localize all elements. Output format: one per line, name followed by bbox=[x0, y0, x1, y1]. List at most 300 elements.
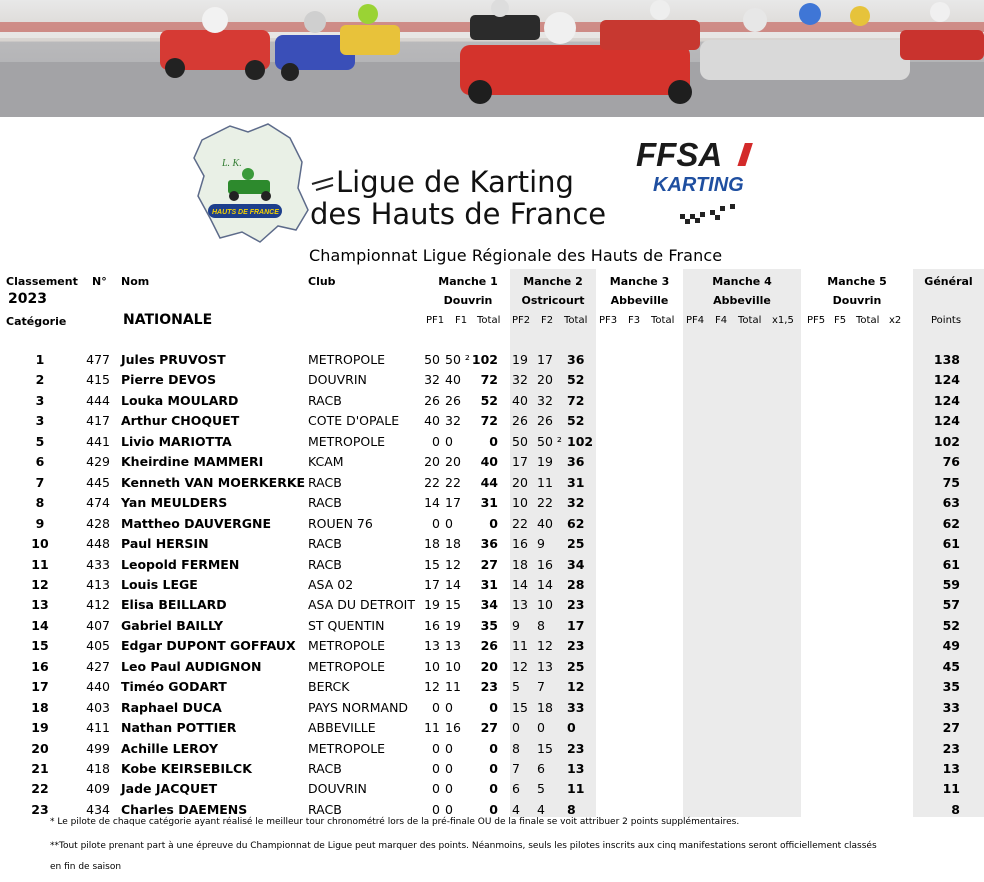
cell-pf2: 9 bbox=[512, 617, 520, 633]
cell-pf2: 18 bbox=[512, 556, 528, 572]
cell-pf2: 11 bbox=[512, 638, 528, 654]
header-categorie: Catégorie bbox=[6, 315, 67, 328]
cell-pts: 61 bbox=[942, 556, 960, 572]
cell-t1: 35 bbox=[480, 617, 498, 633]
cell-num: 409 bbox=[86, 781, 110, 797]
cell-f2: 6 bbox=[537, 761, 545, 776]
cell-rank: 1 bbox=[35, 352, 45, 367]
cell-t2: 32 bbox=[567, 495, 585, 511]
cell-name: Edgar DUPONT GOFFAUX bbox=[121, 638, 296, 654]
cell-name: Kheirdine MAMMERI bbox=[121, 454, 264, 470]
cell-f1: 0 bbox=[445, 699, 453, 715]
cell-f2: 17 bbox=[537, 352, 553, 367]
cell-f1: 12 bbox=[445, 556, 461, 572]
header-manche2: Manche 2 bbox=[523, 275, 583, 288]
cell-f1: 50 ² bbox=[445, 352, 470, 367]
header-classement: Classement bbox=[6, 275, 78, 288]
cell-pf2: 17 bbox=[512, 454, 528, 470]
table-row bbox=[0, 516, 984, 536]
cell-pts: 33 bbox=[942, 699, 960, 715]
cell-num: 445 bbox=[86, 474, 110, 490]
cell-rank: 18 bbox=[31, 699, 49, 715]
cell-f2: 13 bbox=[537, 658, 553, 674]
cell-f1: 40 bbox=[445, 372, 461, 388]
cell-num: 433 bbox=[86, 556, 110, 572]
cell-t1: 0 bbox=[489, 515, 498, 531]
cell-pts: 45 bbox=[942, 658, 960, 674]
cell-rank: 15 bbox=[31, 638, 49, 654]
cell-name: Louka MOULARD bbox=[121, 392, 239, 408]
cell-name: Pierre DEVOS bbox=[121, 372, 217, 388]
table-row bbox=[0, 720, 984, 740]
cell-pts: 124 bbox=[933, 413, 960, 429]
cell-pf1: 22 bbox=[424, 474, 440, 490]
table-row bbox=[0, 352, 984, 372]
cell-num: 441 bbox=[86, 433, 110, 449]
cell-name: Gabriel BAILLY bbox=[121, 617, 224, 633]
cell-t2: 23 bbox=[567, 597, 585, 613]
cell-name: Achille LEROY bbox=[121, 740, 219, 756]
cell-rank: 13 bbox=[31, 597, 49, 613]
cell-t1: 27 bbox=[480, 720, 498, 736]
cell-num: 415 bbox=[86, 372, 110, 388]
category-value: NATIONALE bbox=[123, 312, 213, 328]
cell-pts: 124 bbox=[933, 372, 960, 388]
cell-f2: 16 bbox=[537, 556, 553, 572]
cell-pf1: 11 bbox=[424, 720, 440, 736]
league-logo bbox=[190, 118, 790, 258]
cell-pf1: 0 bbox=[432, 740, 440, 756]
cell-num: 407 bbox=[86, 617, 110, 633]
cell-name: Jade JACQUET bbox=[121, 781, 218, 797]
cell-f1: 26 bbox=[445, 392, 461, 408]
cell-f2: 7 bbox=[537, 679, 545, 695]
cell-name: Livio MARIOTTA bbox=[121, 433, 232, 449]
cell-pf2: 50 bbox=[512, 433, 528, 449]
cell-pf1: 32 bbox=[424, 372, 440, 388]
cell-t1: 0 bbox=[489, 433, 498, 449]
table-row bbox=[0, 536, 984, 556]
header-pf5: PF5 bbox=[807, 315, 826, 326]
cell-f1: 16 bbox=[445, 720, 461, 736]
cell-t2: 17 bbox=[567, 617, 585, 633]
cell-club: ROUEN 76 bbox=[308, 515, 373, 531]
cell-num: 413 bbox=[86, 576, 110, 592]
cell-t2: 36 bbox=[567, 352, 585, 367]
cell-pts: 57 bbox=[942, 597, 960, 613]
table-row bbox=[0, 700, 984, 720]
cell-name: Leo Paul AUDIGNON bbox=[121, 658, 262, 674]
header-general: Général bbox=[924, 275, 973, 288]
cell-t2: 34 bbox=[567, 556, 585, 572]
cell-f2: 32 bbox=[537, 392, 553, 408]
cell-f2: 11 bbox=[537, 474, 553, 490]
cell-rank: 5 bbox=[35, 433, 45, 449]
table-row bbox=[0, 475, 984, 495]
cell-pf1: 17 bbox=[424, 576, 440, 592]
table-row bbox=[0, 577, 984, 597]
table-row bbox=[0, 597, 984, 617]
cell-f2: 19 bbox=[537, 454, 553, 470]
header-manche3: Manche 3 bbox=[609, 275, 670, 288]
cell-f2: 40 bbox=[537, 515, 553, 531]
cell-pf2: 40 bbox=[512, 392, 528, 408]
cell-name: Jules PRUVOST bbox=[121, 352, 226, 367]
cell-f1: 18 bbox=[445, 536, 461, 552]
cell-t1: 52 bbox=[480, 392, 498, 408]
cell-club: RACB bbox=[308, 536, 342, 552]
cell-club: METROPOLE bbox=[308, 352, 386, 367]
header-manche4-loc: Abbeville bbox=[713, 294, 771, 307]
cell-f2: 14 bbox=[537, 576, 553, 592]
cell-f1: 19 bbox=[445, 617, 461, 633]
cell-club: RACB bbox=[308, 392, 342, 408]
cell-club: RACB bbox=[308, 556, 342, 572]
cell-pf2: 20 bbox=[512, 474, 528, 490]
cell-f1: 0 bbox=[445, 781, 453, 797]
cell-pf2: 5 bbox=[512, 679, 520, 695]
cell-name: Yan MEULDERS bbox=[121, 495, 228, 511]
cell-pts: 23 bbox=[942, 740, 960, 756]
header-manche2-loc: Ostricourt bbox=[521, 294, 585, 307]
table-row bbox=[0, 659, 984, 679]
header-manche5-loc: Douvrin bbox=[832, 294, 882, 307]
cell-pf1: 10 bbox=[424, 658, 440, 674]
cell-rank: 10 bbox=[31, 536, 49, 552]
cell-t1: 102 bbox=[471, 352, 498, 367]
cell-rank: 21 bbox=[31, 761, 49, 776]
table-row bbox=[0, 638, 984, 658]
cell-num: 499 bbox=[86, 740, 110, 756]
cell-name: Charles DAEMENS bbox=[121, 801, 248, 817]
cell-name: Raphael DUCA bbox=[121, 699, 222, 715]
cell-rank: 23 bbox=[31, 801, 49, 817]
header-manche5: Manche 5 bbox=[827, 275, 887, 288]
cell-f1: 10 bbox=[445, 658, 461, 674]
footnote-3: en fin de saison bbox=[50, 862, 122, 872]
table-row bbox=[0, 393, 984, 413]
cell-pf1: 13 bbox=[424, 638, 440, 654]
cell-rank: 2 bbox=[35, 372, 45, 388]
table-row bbox=[0, 781, 984, 801]
cell-club: METROPOLE bbox=[308, 638, 386, 654]
cell-num: 448 bbox=[86, 536, 110, 552]
header-year: 2023 bbox=[8, 291, 47, 307]
header-manche3-loc: Abbeville bbox=[610, 294, 669, 307]
cell-t1: 27 bbox=[480, 556, 498, 572]
header-pf4: PF4 bbox=[686, 315, 705, 326]
cell-pf2: 16 bbox=[512, 536, 528, 552]
header-manche4: Manche 4 bbox=[712, 275, 772, 288]
header-num: N° bbox=[92, 275, 107, 288]
cell-pts: 138 bbox=[933, 352, 960, 367]
cell-num: 403 bbox=[86, 699, 110, 715]
cell-pts: 11 bbox=[942, 781, 960, 797]
cell-t2: 31 bbox=[567, 474, 585, 490]
cell-rank: 3 bbox=[35, 413, 45, 429]
cell-t1: 36 bbox=[480, 536, 498, 552]
cell-t2: 25 bbox=[567, 536, 585, 552]
cell-t1: 31 bbox=[480, 576, 498, 592]
cell-f2: 18 bbox=[537, 699, 553, 715]
svg-text:KARTING: KARTING bbox=[653, 174, 744, 196]
cell-t2: 25 bbox=[567, 658, 585, 674]
cell-pts: 27 bbox=[942, 720, 960, 736]
cell-num: 434 bbox=[86, 801, 110, 817]
cell-f2: 8 bbox=[537, 617, 545, 633]
cell-pts: 61 bbox=[942, 536, 960, 552]
cell-club: METROPOLE bbox=[308, 433, 386, 449]
cell-f1: 0 bbox=[445, 761, 453, 776]
cell-pf2: 22 bbox=[512, 515, 528, 531]
cell-pf1: 40 bbox=[424, 413, 440, 429]
cell-num: 411 bbox=[86, 720, 110, 736]
cell-f2: 9 bbox=[537, 536, 545, 552]
cell-t1: 44 bbox=[480, 474, 498, 490]
cell-pf2: 8 bbox=[512, 740, 520, 756]
cell-club: COTE D'OPALE bbox=[308, 413, 400, 429]
cell-t1: 34 bbox=[480, 597, 498, 613]
cell-pf1: 0 bbox=[432, 515, 440, 531]
cell-name: Leopold FERMEN bbox=[121, 556, 240, 572]
cell-pf2: 12 bbox=[512, 658, 528, 674]
cell-t1: 72 bbox=[480, 372, 498, 388]
cell-club: PAYS NORMAND bbox=[308, 699, 409, 715]
cell-pf2: 0 bbox=[512, 720, 520, 736]
cell-f1: 17 bbox=[445, 495, 461, 511]
cell-f2: 4 bbox=[537, 801, 545, 817]
header-total2: Total bbox=[564, 315, 588, 326]
cell-name: Elisa BEILLARD bbox=[121, 597, 227, 613]
cell-pts: 59 bbox=[942, 576, 960, 592]
cell-pf1: 0 bbox=[432, 433, 440, 449]
cell-f1: 13 bbox=[445, 638, 461, 654]
cell-t2: 13 bbox=[567, 761, 585, 776]
cell-t1: 0 bbox=[489, 801, 498, 817]
table-row bbox=[0, 618, 984, 638]
cell-pf2: 32 bbox=[512, 372, 528, 388]
header-points: Points bbox=[931, 315, 962, 326]
footnote-2: **Tout pilote prenant part à une épreuve du Championnat de Ligue peut marquer des points. Néanmoins, seuls les pilotes inscrits aux cinq manifestations seront officiellement classés bbox=[50, 841, 877, 851]
table-row bbox=[0, 741, 984, 761]
cell-pts: 63 bbox=[942, 495, 960, 511]
header-x15: x1,5 bbox=[772, 315, 794, 326]
cell-rank: 11 bbox=[31, 556, 49, 572]
cell-num: 474 bbox=[86, 495, 110, 511]
cell-club: RACB bbox=[308, 495, 342, 511]
cell-f1: 0 bbox=[445, 515, 453, 531]
cell-f2: 50 ² bbox=[537, 433, 562, 449]
cell-t1: 0 bbox=[489, 699, 498, 715]
header-pf2: PF2 bbox=[512, 315, 531, 326]
header-club: Club bbox=[308, 275, 336, 288]
cell-pf1: 0 bbox=[432, 801, 440, 817]
header-f3: F3 bbox=[628, 315, 641, 326]
cell-rank: 3 bbox=[35, 392, 45, 408]
karting-banner-photo bbox=[0, 0, 984, 117]
cell-f1: 32 bbox=[445, 413, 461, 429]
cell-pf2: 4 bbox=[512, 801, 520, 817]
cell-pts: 102 bbox=[933, 433, 960, 449]
cell-name: Nathan POTTIER bbox=[121, 720, 237, 736]
cell-num: 418 bbox=[86, 761, 110, 776]
header-total4: Total bbox=[738, 315, 762, 326]
cell-rank: 12 bbox=[31, 576, 49, 592]
cell-club: METROPOLE bbox=[308, 740, 386, 756]
cell-club: RACB bbox=[308, 801, 342, 817]
cell-pts: 49 bbox=[942, 638, 960, 654]
table-row bbox=[0, 495, 984, 515]
championship-subtitle: Championnat Ligue Régionale des Hauts de France bbox=[309, 246, 723, 265]
header-f1: F1 bbox=[455, 315, 468, 326]
table-row bbox=[0, 434, 984, 454]
cell-name: Mattheo DAUVERGNE bbox=[121, 515, 272, 531]
cell-pts: 13 bbox=[942, 761, 960, 776]
table-row bbox=[0, 679, 984, 699]
cell-num: 477 bbox=[86, 352, 110, 367]
cell-pts: 8 bbox=[951, 801, 960, 817]
cell-f1: 0 bbox=[445, 433, 453, 449]
cell-name: Louis LEGE bbox=[121, 576, 198, 592]
cell-club: DOUVRIN bbox=[308, 372, 367, 388]
cell-pts: 75 bbox=[942, 474, 960, 490]
svg-text:Ligue de Karting: Ligue de Karting bbox=[336, 165, 574, 199]
cell-club: ASA 02 bbox=[308, 576, 354, 592]
cell-f1: 22 bbox=[445, 474, 461, 490]
header-nom: Nom bbox=[121, 275, 150, 288]
cell-pf2: 14 bbox=[512, 576, 528, 592]
svg-text:des Hauts de France: des Hauts de France bbox=[310, 197, 607, 231]
cell-pts: 124 bbox=[933, 392, 960, 408]
cell-pf2: 15 bbox=[512, 699, 528, 715]
cell-t2: 0 bbox=[567, 720, 576, 736]
cell-pts: 52 bbox=[942, 617, 960, 633]
cell-pf1: 15 bbox=[424, 556, 440, 572]
cell-f1: 20 bbox=[445, 454, 461, 470]
svg-text:FFSA: FFSA bbox=[636, 136, 723, 173]
cell-t2: 62 bbox=[567, 515, 585, 531]
cell-t2: 33 bbox=[567, 699, 585, 715]
cell-club: ST QUENTIN bbox=[308, 617, 385, 633]
cell-club: ASA DU DETROIT bbox=[308, 597, 415, 613]
cell-t1: 72 bbox=[480, 413, 498, 429]
cell-rank: 14 bbox=[31, 617, 49, 633]
cell-name: Arthur CHOQUET bbox=[121, 413, 240, 429]
cell-club: BERCK bbox=[308, 679, 350, 695]
svg-text:HAUTS DE FRANCE: HAUTS DE FRANCE bbox=[212, 209, 279, 216]
cell-t2: 36 bbox=[567, 454, 585, 470]
cell-t2: 72 bbox=[567, 392, 585, 408]
cell-t2: 28 bbox=[567, 576, 585, 592]
header-x2: x2 bbox=[889, 315, 902, 326]
header-total1: Total bbox=[477, 315, 501, 326]
cell-rank: 7 bbox=[35, 474, 45, 490]
header-total5: Total bbox=[856, 315, 880, 326]
cell-t2: 8 bbox=[567, 801, 576, 817]
cell-f2: 22 bbox=[537, 495, 553, 511]
cell-num: 444 bbox=[86, 392, 110, 408]
cell-name: Timéo GODART bbox=[121, 679, 227, 695]
cell-club: RACB bbox=[308, 761, 342, 776]
cell-num: 412 bbox=[86, 597, 110, 613]
cell-f2: 20 bbox=[537, 372, 553, 388]
cell-f2: 5 bbox=[537, 781, 545, 797]
cell-pf1: 50 bbox=[424, 352, 440, 367]
cell-pf2: 7 bbox=[512, 761, 520, 776]
cell-rank: 8 bbox=[35, 495, 45, 511]
cell-pf1: 16 bbox=[424, 617, 440, 633]
cell-pf2: 6 bbox=[512, 781, 520, 797]
cell-club: KCAM bbox=[308, 454, 344, 470]
table-row bbox=[0, 761, 984, 781]
cell-num: 427 bbox=[86, 658, 110, 674]
cell-t2: 52 bbox=[567, 413, 585, 429]
cell-num: 405 bbox=[86, 638, 110, 654]
cell-f2: 12 bbox=[537, 638, 553, 654]
cell-pf1: 0 bbox=[432, 781, 440, 797]
cell-t1: 0 bbox=[489, 740, 498, 756]
cell-t2: 12 bbox=[567, 679, 585, 695]
cell-f2: 15 bbox=[537, 740, 553, 756]
cell-f2: 0 bbox=[537, 720, 545, 736]
cell-rank: 6 bbox=[35, 454, 45, 470]
cell-club: ABBEVILLE bbox=[308, 720, 376, 736]
header-manche1: Manche 1 bbox=[438, 275, 498, 288]
cell-f1: 0 bbox=[445, 740, 453, 756]
header-f4: F4 bbox=[715, 315, 728, 326]
cell-f1: 11 bbox=[445, 679, 461, 695]
cell-t1: 40 bbox=[480, 454, 498, 470]
header-f2: F2 bbox=[541, 315, 554, 326]
cell-t1: 20 bbox=[480, 658, 498, 674]
cell-rank: 22 bbox=[31, 781, 49, 797]
cell-pts: 35 bbox=[942, 679, 960, 695]
cell-pf1: 26 bbox=[424, 392, 440, 408]
cell-f2: 10 bbox=[537, 597, 553, 613]
cell-pf2: 13 bbox=[512, 597, 528, 613]
cell-pf1: 18 bbox=[424, 536, 440, 552]
cell-pts: 76 bbox=[942, 454, 960, 470]
cell-pts: 62 bbox=[942, 515, 960, 531]
cell-club: DOUVRIN bbox=[308, 781, 367, 797]
cell-t1: 0 bbox=[489, 781, 498, 797]
cell-num: 440 bbox=[86, 679, 110, 695]
table-row bbox=[0, 557, 984, 577]
cell-pf1: 12 bbox=[424, 679, 440, 695]
cell-pf1: 0 bbox=[432, 699, 440, 715]
cell-club: METROPOLE bbox=[308, 658, 386, 674]
header-total3: Total bbox=[651, 315, 675, 326]
cell-t2: 23 bbox=[567, 740, 585, 756]
cell-num: 429 bbox=[86, 454, 110, 470]
cell-t2: 11 bbox=[567, 781, 585, 797]
header-f5: F5 bbox=[834, 315, 847, 326]
cell-name: Paul HERSIN bbox=[121, 536, 209, 552]
cell-pf2: 10 bbox=[512, 495, 528, 511]
cell-pf2: 26 bbox=[512, 413, 528, 429]
cell-pf1: 0 bbox=[432, 761, 440, 776]
cell-rank: 19 bbox=[31, 720, 49, 736]
cell-name: Kenneth VAN MOERKERKE bbox=[121, 474, 306, 490]
cell-rank: 16 bbox=[31, 658, 49, 674]
cell-t1: 23 bbox=[480, 679, 498, 695]
cell-rank: 9 bbox=[35, 515, 45, 531]
cell-num: 417 bbox=[86, 413, 110, 429]
cell-pf1: 20 bbox=[424, 454, 440, 470]
svg-text:L. K.: L. K. bbox=[222, 158, 242, 169]
cell-f1: 15 bbox=[445, 597, 461, 613]
table-row bbox=[0, 413, 984, 433]
